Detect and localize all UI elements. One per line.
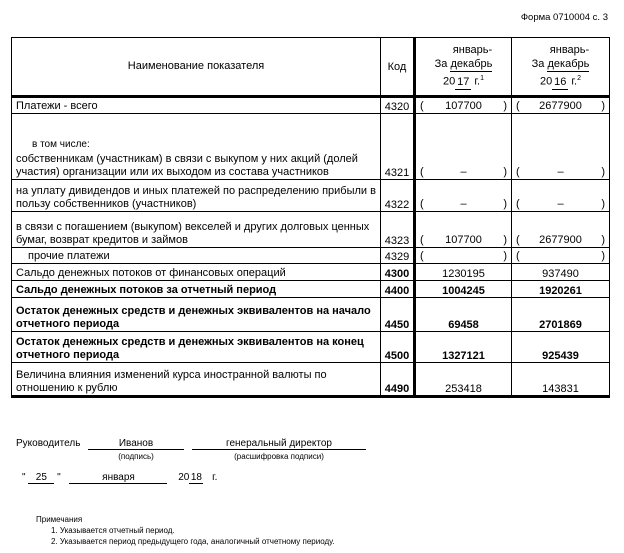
note-1: 1. Указывается отчетный период.: [51, 526, 175, 535]
signature-line: Иванов: [88, 438, 184, 450]
table-row: Остаток денежных средств и денежных эквивалентов на начало отчетного периода 4450 69458 2701869: [12, 298, 610, 332]
table-row: Платежи - всего 4320 ( 107700 ) ( 2677900 ): [12, 97, 610, 114]
position-caption: (расшифровка подписи): [234, 452, 324, 461]
table-row: прочие платежи 4329 ( ) ( ): [12, 248, 610, 264]
table-row: на уплату дивидендов и иных платежей по распределению прибыли в пользу собственников (участников) 4322 ( – ) ( – ): [12, 180, 610, 212]
date-year: 18: [190, 472, 202, 483]
note-2: 2. Указывается период предыдущего года, аналогичный отчетному периоду.: [51, 537, 335, 546]
column-header-code: Код: [381, 38, 415, 97]
table-row: Сальдо денежных потоков за отчетный период 4400 1004245 1920261: [12, 281, 610, 298]
notes: [36, 514, 335, 547]
column-header-period-1: январь- За декабрь 20 17 г.$^1$: [415, 38, 512, 97]
column-header-name: Наименование показателя: [12, 38, 381, 97]
position-line: генеральный директор: [192, 438, 366, 450]
column-header-period-2: январь- За декабрь 20 16 г.$^2$: [512, 38, 610, 97]
table-row: в связи с погашением (выкупом) векселей и других долговых ценных бумаг, возврат кредитов и займов 4323 ( 107700 ) ( 2677900 ): [12, 212, 610, 248]
date-month: января: [69, 472, 167, 484]
table-header-row: [12, 38, 610, 97]
cash-flow-table: [11, 37, 610, 398]
table-row: Величина влияния изменений курса иностранной валюты по отношению к рублю 4490 253418 143831: [12, 363, 610, 397]
signature-caption: (подпись): [118, 452, 154, 461]
signatory-label: Руководитель: [16, 438, 81, 449]
notes-title: Примечания: [36, 515, 83, 524]
form-number: Форма 0710004 с. 3: [520, 12, 608, 23]
date-day: 25: [28, 472, 54, 484]
date-row: " 25 " января 2018 г.: [22, 472, 218, 483]
table-row: Сальдо денежных потоков от финансовых операций 4300 1230195 937490: [12, 264, 610, 281]
row-intro: в том числе:: [32, 139, 90, 150]
table-row: Остаток денежных средств и денежных эквивалентов на конец отчетного периода 4500 1327121 925439: [12, 332, 610, 363]
table-row: в том числе: собственникам (участникам) в связи с выкупом у них акций (долей участия) организации или их выходом из состава участников 4321 ( – ) ( – ): [12, 114, 610, 180]
